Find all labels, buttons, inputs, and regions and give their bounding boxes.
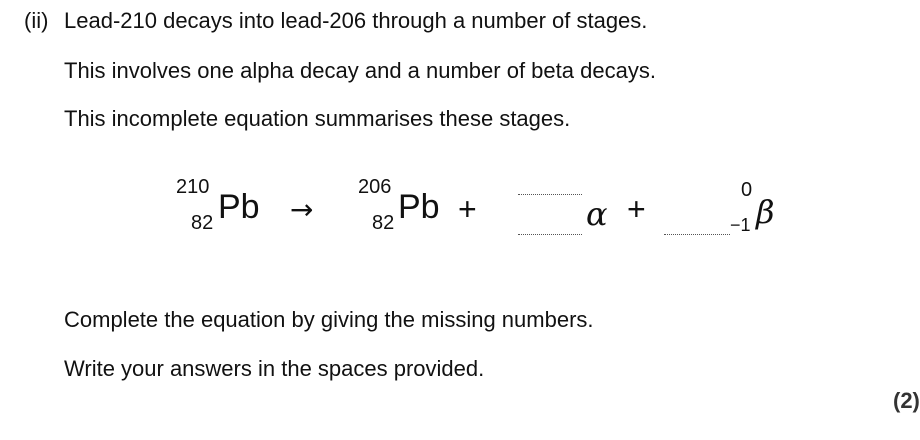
instruction-line-2: Write your answers in the spaces provided.	[64, 356, 485, 381]
question-line-3: This incomplete equation summarises these stages.	[64, 106, 571, 131]
product-atomic-number: 82	[372, 212, 395, 234]
reaction-arrow: →	[290, 193, 314, 226]
beta-atomic-number: −1	[730, 215, 751, 235]
alpha-mass-number-blank[interactable]	[518, 194, 582, 195]
question-line-1: Lead-210 decays into lead-206 through a number of stages.	[64, 8, 648, 33]
product-mass-number: 206	[358, 176, 392, 198]
alpha-symbol: α	[586, 195, 608, 233]
reactant-symbol: Pb	[218, 188, 260, 226]
plus-sign-2: +	[627, 191, 646, 227]
part-label: (ii)	[24, 8, 49, 33]
reactant-mass-number: 210	[176, 176, 210, 198]
reactant-atomic-number: 82	[191, 212, 214, 234]
instruction-line-1: Complete the equation by giving the missing numbers.	[64, 307, 594, 332]
beta-count-blank[interactable]	[664, 234, 730, 235]
marks-label: (2)	[893, 388, 920, 413]
alpha-atomic-number-blank[interactable]	[518, 234, 582, 235]
product-symbol: Pb	[398, 188, 440, 226]
beta-mass-number: 0	[741, 179, 753, 201]
question-line-2: This involves one alpha decay and a number of beta decays.	[64, 58, 656, 83]
plus-sign-1: +	[458, 191, 477, 227]
beta-symbol: β	[756, 193, 775, 231]
